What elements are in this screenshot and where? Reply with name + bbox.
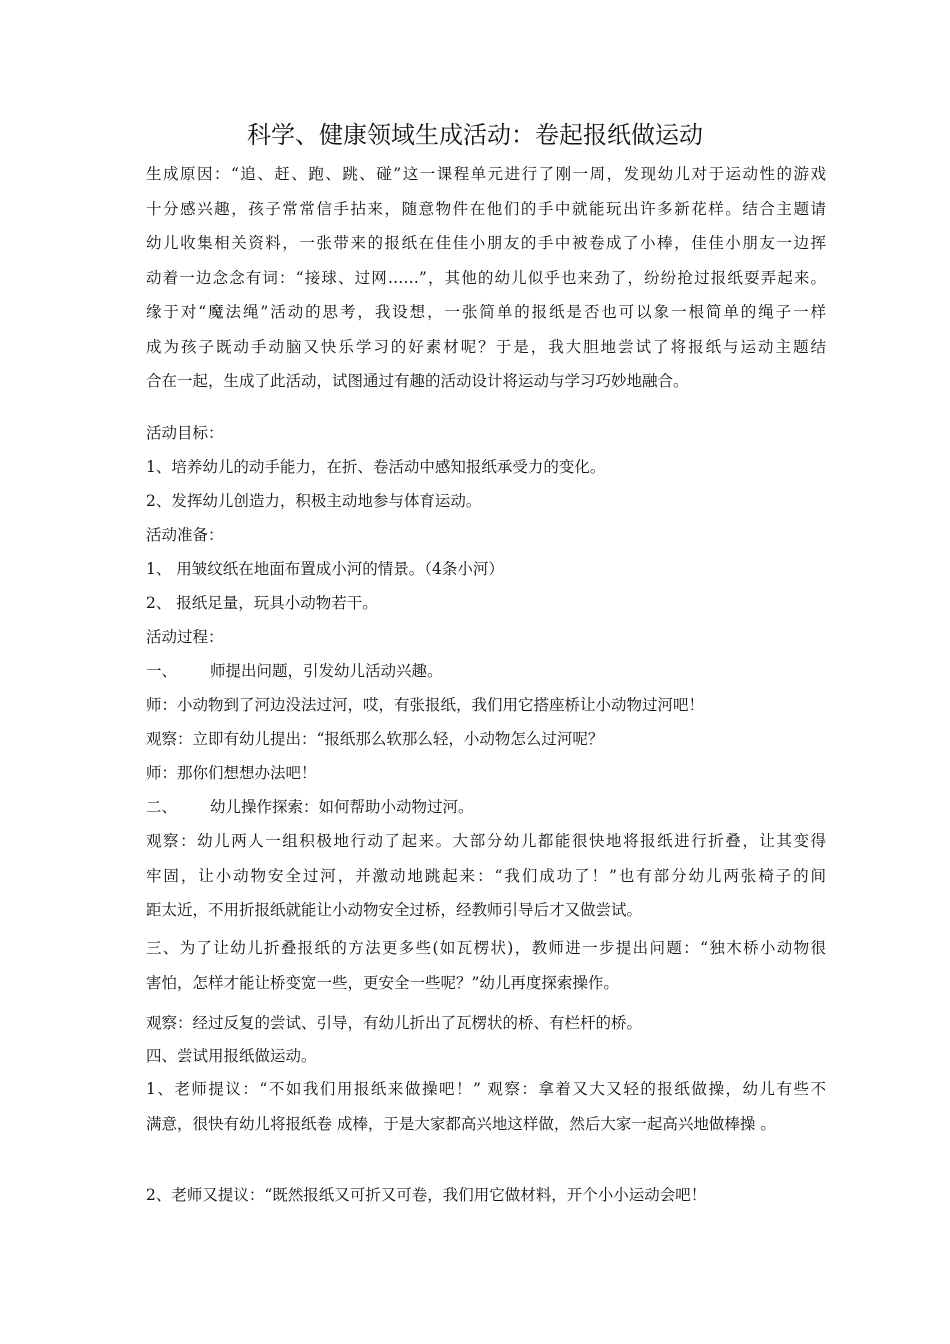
step-number: 二、 — [146, 798, 178, 816]
goals-heading: 活动目标： — [146, 424, 224, 442]
step-four-paragraph — [146, 1072, 826, 1141]
step-three-observation: 观察：经过反复的尝试、引导，有幼儿折出了瓦楞状的桥、有栏杆的桥。 — [146, 1014, 643, 1032]
step-two-heading — [146, 795, 826, 819]
paragraph-line: 三、为了让幼儿折叠报纸的方法更多些(如瓦楞状)，教师进一步提出问题：“独木桥小动物很 — [146, 939, 826, 957]
paragraph-line: 1、老师提议：“不如我们用报纸来做操吧！” 观察：拿着又大又轻的报纸做操，幼儿有些不 — [146, 1080, 826, 1098]
paragraph-line: 生成原因：“追、赶、跑、跳、碰”这一课程单元进行了刚一周，发现幼儿对于运动性的游戏 — [146, 165, 826, 183]
reason-paragraph — [146, 157, 826, 399]
paragraph-line: 缘于对“魔法绳”活动的思考，我设想，一张简单的报纸是否也可以象一根简单的绳子一样 — [146, 303, 826, 321]
document-title: 科学、健康领域生成活动：卷起报纸做运动 — [247, 121, 703, 149]
goal-item: 2、发挥幼儿创造力，积极主动地参与体育运动。 — [146, 492, 482, 510]
dialogue-line: 师：小动物到了河边没法过河，哎，有张报纸，我们用它搭座桥让小动物过河吧！ — [146, 696, 705, 714]
step-one-heading — [146, 659, 826, 683]
paragraph-line: 成为孩子既动手动脑又快乐学习的好素材呢？于是，我大胆地尝试了将报纸与运动主题结 — [146, 337, 826, 356]
step-number: 一、 — [146, 662, 178, 680]
prep-heading: 活动准备： — [146, 526, 224, 544]
paragraph-line: 牢固，让小动物安全过河，并激动地跳起来：“我们成功了！”也有部分幼儿两张椅子的间 — [146, 866, 826, 885]
prep-item: 1、 用皱纹纸在地面布置成小河的情景。（4条小河） — [146, 560, 504, 578]
paragraph-line: 距太近，不用折报纸就能让小动物安全过桥，经教师引导后才又做尝试。 — [146, 901, 643, 919]
prep-item: 2、 报纸足量，玩具小动物若干。 — [146, 594, 378, 612]
step-two-observation — [146, 824, 826, 928]
paragraph-line: 观察：幼儿两人一组积极地行动了起来。大部分幼儿都能很快地将报纸进行折叠，让其变得 — [146, 832, 826, 850]
paragraph-line: 幼儿收集相关资料，一张带来的报纸在佳佳小朋友的手中被卷成了小棒，佳佳小朋友一边挥 — [146, 234, 826, 252]
step-title: 师提出问题，引发幼儿活动兴趣。 — [210, 662, 443, 680]
goal-item: 1、培养幼儿的动手能力，在折、卷活动中感知报纸承受力的变化。 — [146, 458, 606, 476]
process-heading: 活动过程： — [146, 628, 224, 646]
dialogue-line: 师：那你们想想办法吧！ — [146, 764, 317, 782]
paragraph-line: 害怕，怎样才能让桥变宽一些，更安全一些呢？”幼儿再度探索操作。 — [146, 973, 619, 992]
paragraph-line: 满意，很快有幼儿将报纸卷 成棒，于是大家都高兴地这样做，然后大家一起高兴地做棒操 。 — [146, 1114, 776, 1133]
paragraph-line: 合在一起，生成了此活动，试图通过有趣的活动设计将运动与学习巧妙地融合。 — [146, 372, 689, 390]
step-four-proposal: 2、老师又提议：“既然报纸又可折又可卷，我们用它做材料，开个小小运动会吧！ — [146, 1186, 707, 1204]
paragraph-line: 十分感兴趣，孩子常常信手拈来，随意物件在他们的手中就能玩出许多新花样。结合主题请 — [146, 199, 826, 218]
step-three-paragraph — [146, 931, 826, 1000]
dialogue-line: 观察：立即有幼儿提出：“报纸那么软那么轻，小动物怎么过河呢？ — [146, 730, 604, 748]
paragraph-line: 动着一边念念有词：“接球、过网……”，其他的幼儿似乎也来劲了，纷纷抢过报纸耍弄起来。 — [146, 268, 826, 287]
step-title: 幼儿操作探索：如何帮助小动物过河。 — [210, 798, 474, 816]
step-four-heading: 四、尝试用报纸做运动。 — [146, 1047, 317, 1065]
